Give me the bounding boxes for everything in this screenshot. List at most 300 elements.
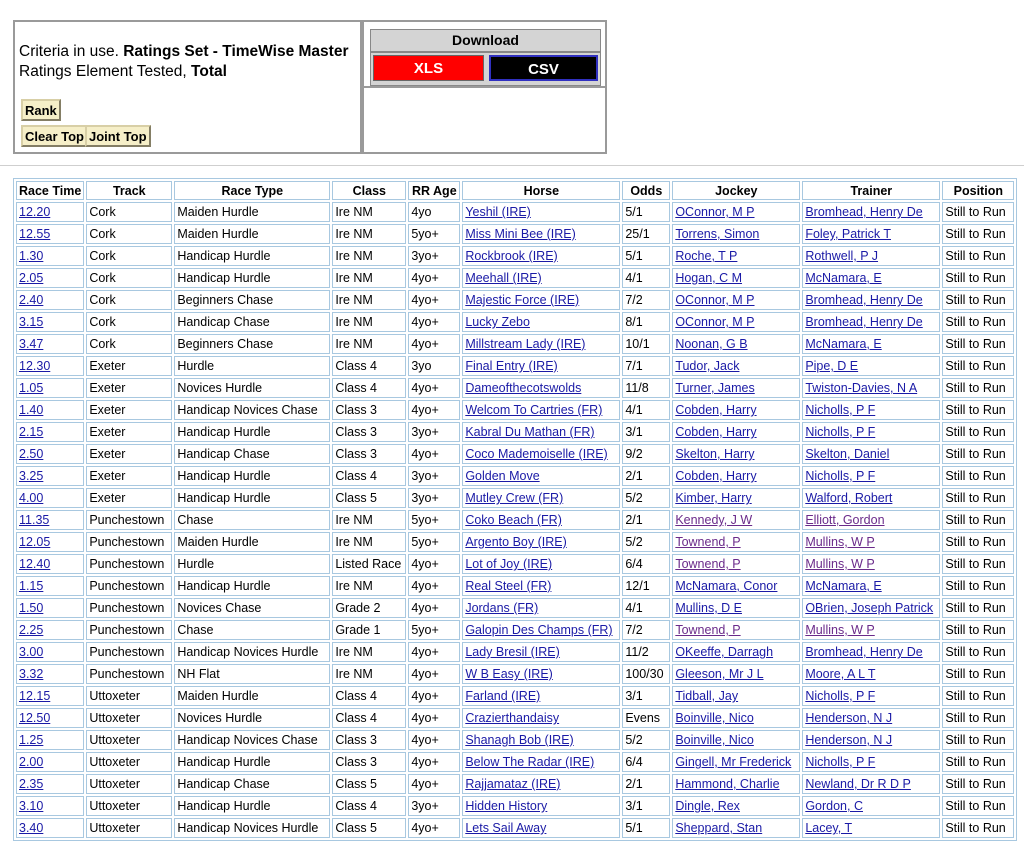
rank-button[interactable]: Rank <box>21 99 61 121</box>
jockey-cell <box>672 356 800 376</box>
race-type-cell: Handicap Chase <box>174 312 330 332</box>
class-cell: Class 3 <box>332 400 406 420</box>
race-time-link[interactable]: 2.05 <box>19 271 44 285</box>
race-time-link[interactable]: 3.15 <box>19 315 44 329</box>
jockey-link[interactable]: Townend, P <box>675 557 741 571</box>
csv-download-button[interactable]: CSV <box>489 55 598 81</box>
jockey-link[interactable]: OConnor, M P <box>675 293 755 307</box>
race-time-link[interactable]: 2.35 <box>19 777 44 791</box>
race-time-link[interactable]: 12.20 <box>19 205 51 219</box>
trainer-link[interactable]: Nicholls, P F <box>805 425 876 439</box>
rr-age-cell: 4yo+ <box>408 818 460 838</box>
horse-link[interactable]: Rajjamataz (IRE) <box>465 777 561 791</box>
trainer-link[interactable]: Henderson, N J <box>805 733 893 747</box>
criteria-panel <box>13 20 362 154</box>
odds-cell: 5/2 <box>622 532 670 552</box>
xls-download-button[interactable]: XLS <box>373 55 484 81</box>
table-row <box>16 312 1014 332</box>
horse-link[interactable]: Mutley Crew (FR) <box>465 491 564 505</box>
table-row <box>16 378 1014 398</box>
table-row <box>16 268 1014 288</box>
horse-cell <box>462 576 620 596</box>
horse-link[interactable]: Welcom To Cartries (FR) <box>465 403 603 417</box>
track-cell: Uttoxeter <box>86 796 172 816</box>
trainer-link[interactable]: Henderson, N J <box>805 711 893 725</box>
race-time-cell <box>16 334 84 354</box>
track-cell: Cork <box>86 202 172 222</box>
class-cell: Class 3 <box>332 422 406 442</box>
jockey-link[interactable]: Noonan, G B <box>675 337 748 351</box>
rr-age-cell: 3yo+ <box>408 246 460 266</box>
trainer-link[interactable]: Bromhead, Henry De <box>805 645 923 659</box>
table-row <box>16 554 1014 574</box>
class-cell: Class 3 <box>332 730 406 750</box>
race-time-cell <box>16 312 84 332</box>
jockey-link[interactable]: Kimber, Harry <box>675 491 752 505</box>
position-cell: Still to Run <box>942 576 1014 596</box>
class-cell: Class 4 <box>332 378 406 398</box>
horse-link[interactable]: Shanagh Bob (IRE) <box>465 733 574 747</box>
class-cell: Ire NM <box>332 224 406 244</box>
race-time-link[interactable]: 3.10 <box>19 799 44 813</box>
race-time-link[interactable]: 1.25 <box>19 733 44 747</box>
race-time-link[interactable]: 3.40 <box>19 821 44 835</box>
class-cell: Class 4 <box>332 466 406 486</box>
rr-age-cell: 5yo+ <box>408 224 460 244</box>
horse-cell <box>462 642 620 662</box>
rr-age-cell: 5yo+ <box>408 510 460 530</box>
table-row <box>16 774 1014 794</box>
horse-cell <box>462 268 620 288</box>
race-time-link[interactable]: 12.15 <box>19 689 51 703</box>
jockey-link[interactable]: Boinville, Nico <box>675 733 754 747</box>
race-time-link[interactable]: 3.00 <box>19 645 44 659</box>
jockey-link[interactable]: OConnor, M P <box>675 205 755 219</box>
odds-cell: 25/1 <box>622 224 670 244</box>
trainer-link[interactable]: Nicholls, P F <box>805 469 876 483</box>
rr-age-cell: 4yo+ <box>408 400 460 420</box>
jockey-link[interactable]: Turner, James <box>675 381 755 395</box>
race-type-cell: Novices Chase <box>174 598 330 618</box>
horse-cell <box>462 708 620 728</box>
track-cell: Exeter <box>86 466 172 486</box>
odds-cell: 11/2 <box>622 642 670 662</box>
class-cell: Class 3 <box>332 752 406 772</box>
race-type-cell: Hurdle <box>174 554 330 574</box>
odds-cell: 3/1 <box>622 686 670 706</box>
trainer-cell <box>802 730 940 750</box>
jockey-link[interactable]: Torrens, Simon <box>675 227 760 241</box>
position-cell: Still to Run <box>942 598 1014 618</box>
race-type-cell: Handicap Hurdle <box>174 268 330 288</box>
download-title: Download <box>370 29 601 52</box>
race-time-cell <box>16 532 84 552</box>
jockey-link[interactable]: Tidball, Jay <box>675 689 739 703</box>
jockey-link[interactable]: Cobden, Harry <box>675 403 757 417</box>
jockey-cell <box>672 202 800 222</box>
race-time-cell <box>16 818 84 838</box>
clear-top-button[interactable]: Clear Top <box>21 125 88 147</box>
class-cell: Grade 2 <box>332 598 406 618</box>
race-time-link[interactable]: 3.32 <box>19 667 44 681</box>
jockey-link[interactable]: Dingle, Rex <box>675 799 740 813</box>
position-cell: Still to Run <box>942 334 1014 354</box>
race-type-cell: Novices Hurdle <box>174 378 330 398</box>
race-time-link[interactable]: 12.55 <box>19 227 51 241</box>
rr-age-cell: 3yo <box>408 356 460 376</box>
horse-link[interactable]: Farland (IRE) <box>465 689 541 703</box>
class-cell: Ire NM <box>332 664 406 684</box>
joint-top-button[interactable]: Joint Top <box>85 125 151 147</box>
odds-cell: 4/1 <box>622 268 670 288</box>
jockey-link[interactable]: Boinville, Nico <box>675 711 754 725</box>
trainer-link[interactable]: Twiston-Davies, N A <box>805 381 918 395</box>
horse-link[interactable]: Hidden History <box>465 799 548 813</box>
jockey-link[interactable]: Gleeson, Mr J L <box>675 667 764 681</box>
track-cell: Punchestown <box>86 664 172 684</box>
odds-cell: 11/8 <box>622 378 670 398</box>
horse-link[interactable]: Lot of Joy (IRE) <box>465 557 553 571</box>
trainer-link[interactable]: Nicholls, P F <box>805 403 876 417</box>
trainer-link[interactable]: Mullins, W P <box>805 557 875 571</box>
horse-link[interactable]: Golden Move <box>465 469 540 483</box>
jockey-cell <box>672 378 800 398</box>
trainer-link[interactable]: Lacey, T <box>805 821 853 835</box>
table-row <box>16 664 1014 684</box>
track-cell: Exeter <box>86 444 172 464</box>
race-type-cell: Beginners Chase <box>174 334 330 354</box>
trainer-link[interactable]: McNamara, E <box>805 337 882 351</box>
class-cell: Class 4 <box>332 796 406 816</box>
odds-cell: 6/4 <box>622 554 670 574</box>
horse-link[interactable]: Galopin Des Champs (FR) <box>465 623 613 637</box>
download-buttons <box>370 52 601 86</box>
track-cell: Uttoxeter <box>86 774 172 794</box>
rr-age-cell: 4yo+ <box>408 708 460 728</box>
odds-cell: 3/1 <box>622 422 670 442</box>
table-row <box>16 598 1014 618</box>
trainer-link[interactable]: Moore, A L T <box>805 667 876 681</box>
odds-cell: 8/1 <box>622 312 670 332</box>
race-time-cell <box>16 268 84 288</box>
jockey-link[interactable]: Hammond, Charlie <box>675 777 780 791</box>
trainer-link[interactable]: Rothwell, P J <box>805 249 879 263</box>
jockey-cell <box>672 554 800 574</box>
race-time-link[interactable]: 1.50 <box>19 601 44 615</box>
race-type-cell: Handicap Hurdle <box>174 246 330 266</box>
race-time-link[interactable]: 2.15 <box>19 425 44 439</box>
jockey-link[interactable]: OConnor, M P <box>675 315 755 329</box>
horse-link[interactable]: W B Easy (IRE) <box>465 667 553 681</box>
race-type-cell: Maiden Hurdle <box>174 686 330 706</box>
rr-age-cell: 4yo+ <box>408 730 460 750</box>
rr-age-cell: 4yo+ <box>408 334 460 354</box>
horse-cell <box>462 224 620 244</box>
table-row <box>16 466 1014 486</box>
track-cell: Uttoxeter <box>86 708 172 728</box>
rr-age-cell: 4yo+ <box>408 576 460 596</box>
jockey-cell <box>672 818 800 838</box>
horse-cell <box>462 686 620 706</box>
track-cell: Exeter <box>86 356 172 376</box>
class-cell: Ire NM <box>332 532 406 552</box>
jockey-cell <box>672 224 800 244</box>
jockey-link[interactable]: Tudor, Jack <box>675 359 740 373</box>
race-time-cell <box>16 510 84 530</box>
element-label: Ratings Element Tested, <box>19 63 192 80</box>
horse-link[interactable]: Jordans (FR) <box>465 601 539 615</box>
trainer-link[interactable]: Elliott, Gordon <box>805 513 885 527</box>
jockey-link[interactable]: Townend, P <box>675 535 741 549</box>
race-time-link[interactable]: 4.00 <box>19 491 44 505</box>
race-time-link[interactable]: 1.40 <box>19 403 44 417</box>
race-time-link[interactable]: 2.40 <box>19 293 44 307</box>
race-time-cell <box>16 422 84 442</box>
jockey-link[interactable]: Mullins, D E <box>675 601 742 615</box>
horse-link[interactable]: Kabral Du Mathan (FR) <box>465 425 595 439</box>
position-cell: Still to Run <box>942 224 1014 244</box>
race-time-link[interactable]: 2.50 <box>19 447 44 461</box>
class-cell: Ire NM <box>332 312 406 332</box>
table-row <box>16 796 1014 816</box>
position-cell: Still to Run <box>942 356 1014 376</box>
class-cell: Class 4 <box>332 356 406 376</box>
race-type-cell: Handicap Novices Chase <box>174 730 330 750</box>
trainer-link[interactable]: Bromhead, Henry De <box>805 315 923 329</box>
horse-link[interactable]: Lady Bresil (IRE) <box>465 645 560 659</box>
odds-cell: 12/1 <box>622 576 670 596</box>
track-cell: Cork <box>86 290 172 310</box>
odds-cell: 3/1 <box>622 796 670 816</box>
jockey-cell <box>672 444 800 464</box>
race-time-link[interactable]: 12.40 <box>19 557 51 571</box>
jockey-link[interactable]: Hogan, C M <box>675 271 743 285</box>
position-cell: Still to Run <box>942 620 1014 640</box>
trainer-cell <box>802 444 940 464</box>
jockey-link[interactable]: Kennedy, J W <box>675 513 753 527</box>
trainer-cell <box>802 664 940 684</box>
race-time-link[interactable]: 2.00 <box>19 755 44 769</box>
horse-link[interactable]: Meehall (IRE) <box>465 271 542 285</box>
rr-age-cell: 4yo+ <box>408 554 460 574</box>
odds-cell: 10/1 <box>622 334 670 354</box>
jockey-link[interactable]: McNamara, Conor <box>675 579 778 593</box>
rr-age-cell: 4yo+ <box>408 752 460 772</box>
jockey-cell <box>672 686 800 706</box>
horse-link[interactable]: Dameofthecotswolds <box>465 381 582 395</box>
table-row <box>16 224 1014 244</box>
trainer-cell <box>802 488 940 508</box>
race-type-cell: Hurdle <box>174 356 330 376</box>
race-time-cell <box>16 774 84 794</box>
jockey-cell <box>672 466 800 486</box>
trainer-link[interactable]: Bromhead, Henry De <box>805 293 923 307</box>
position-cell: Still to Run <box>942 752 1014 772</box>
table-row <box>16 818 1014 838</box>
trainer-link[interactable]: Walford, Robert <box>805 491 893 505</box>
trainer-link[interactable]: Newland, Dr R D P <box>805 777 911 791</box>
trainer-cell <box>802 532 940 552</box>
horse-cell <box>462 246 620 266</box>
odds-cell: 2/1 <box>622 466 670 486</box>
horse-link[interactable]: Crazierthandaisy <box>465 711 560 725</box>
rr-age-cell: 3yo+ <box>408 466 460 486</box>
race-time-link[interactable]: 1.30 <box>19 249 44 263</box>
horse-link[interactable]: Yeshil (IRE) <box>465 205 531 219</box>
horse-link[interactable]: Real Steel (FR) <box>465 579 552 593</box>
race-time-link[interactable]: 12.30 <box>19 359 51 373</box>
race-type-cell: Handicap Hurdle <box>174 466 330 486</box>
jockey-link[interactable]: Cobden, Harry <box>675 425 757 439</box>
table-row <box>16 422 1014 442</box>
horse-cell <box>462 444 620 464</box>
horse-link[interactable]: Below The Radar (IRE) <box>465 755 595 769</box>
odds-cell: 6/4 <box>622 752 670 772</box>
horse-link[interactable]: Coko Beach (FR) <box>465 513 562 527</box>
rr-age-cell: 3yo+ <box>408 796 460 816</box>
position-cell: Still to Run <box>942 422 1014 442</box>
trainer-cell <box>802 796 940 816</box>
horse-cell <box>462 598 620 618</box>
race-time-link[interactable]: 3.25 <box>19 469 44 483</box>
odds-cell: 2/1 <box>622 774 670 794</box>
track-cell: Punchestown <box>86 576 172 596</box>
class-cell: Ire NM <box>332 246 406 266</box>
rr-age-cell: 4yo+ <box>408 774 460 794</box>
class-cell: Ire NM <box>332 290 406 310</box>
race-time-link[interactable]: 12.50 <box>19 711 51 725</box>
race-time-cell <box>16 796 84 816</box>
jockey-link[interactable]: OKeeffe, Darragh <box>675 645 774 659</box>
trainer-link[interactable]: Nicholls, P F <box>805 755 876 769</box>
rr-age-cell: 4yo <box>408 202 460 222</box>
track-cell: Uttoxeter <box>86 818 172 838</box>
trainer-link[interactable]: Pipe, D E <box>805 359 859 373</box>
odds-cell: 5/2 <box>622 730 670 750</box>
position-cell: Still to Run <box>942 290 1014 310</box>
race-time-cell <box>16 554 84 574</box>
trainer-link[interactable]: Nicholls, P F <box>805 689 876 703</box>
rr-age-cell: 4yo+ <box>408 642 460 662</box>
odds-cell: 5/1 <box>622 818 670 838</box>
horse-link[interactable]: Lets Sail Away <box>465 821 547 835</box>
position-cell: Still to Run <box>942 510 1014 530</box>
race-time-cell <box>16 202 84 222</box>
race-time-link[interactable]: 12.05 <box>19 535 51 549</box>
class-cell: Class 4 <box>332 686 406 706</box>
trainer-link[interactable]: Mullins, W P <box>805 623 875 637</box>
table-header-row <box>16 181 1014 200</box>
class-cell: Grade 1 <box>332 620 406 640</box>
horse-link[interactable]: Millstream Lady (IRE) <box>465 337 586 351</box>
position-cell: Still to Run <box>942 796 1014 816</box>
rr-age-cell: 4yo+ <box>408 686 460 706</box>
jockey-cell <box>672 664 800 684</box>
race-time-link[interactable]: 1.05 <box>19 381 44 395</box>
jockey-link[interactable]: Cobden, Harry <box>675 469 757 483</box>
race-time-link[interactable]: 11.35 <box>19 513 50 527</box>
horse-link[interactable]: Rockbrook (IRE) <box>465 249 558 263</box>
horse-cell <box>462 620 620 640</box>
race-type-cell: Maiden Hurdle <box>174 532 330 552</box>
column-header-rr-age: RR Age <box>408 181 460 200</box>
race-time-link[interactable]: 2.25 <box>19 623 44 637</box>
race-time-cell <box>16 598 84 618</box>
odds-cell: 9/2 <box>622 444 670 464</box>
rr-age-cell: 4yo+ <box>408 444 460 464</box>
race-type-cell: Chase <box>174 620 330 640</box>
horse-link[interactable]: Final Entry (IRE) <box>465 359 558 373</box>
trainer-cell <box>802 620 940 640</box>
rr-age-cell: 4yo+ <box>408 598 460 618</box>
position-cell: Still to Run <box>942 818 1014 838</box>
horse-cell <box>462 202 620 222</box>
horse-link[interactable]: Lucky Zebo <box>465 315 530 329</box>
criteria-label: Criteria in use. <box>19 43 124 60</box>
table-row <box>16 444 1014 464</box>
trainer-link[interactable]: Foley, Patrick T <box>805 227 891 241</box>
horse-cell <box>462 290 620 310</box>
odds-cell: 5/2 <box>622 488 670 508</box>
table-row <box>16 246 1014 266</box>
trainer-link[interactable]: Skelton, Daniel <box>805 447 890 461</box>
horse-link[interactable]: Coco Mademoiselle (IRE) <box>465 447 608 461</box>
trainer-link[interactable]: Mullins, W P <box>805 535 875 549</box>
odds-cell: 7/2 <box>622 620 670 640</box>
race-time-cell <box>16 620 84 640</box>
trainer-link[interactable]: Bromhead, Henry De <box>805 205 923 219</box>
jockey-cell <box>672 488 800 508</box>
race-time-cell <box>16 488 84 508</box>
horse-link[interactable]: Miss Mini Bee (IRE) <box>465 227 576 241</box>
jockey-link[interactable]: Skelton, Harry <box>675 447 755 461</box>
trainer-link[interactable]: McNamara, E <box>805 579 882 593</box>
jockey-link[interactable]: Gingell, Mr Frederick <box>675 755 792 769</box>
jockey-link[interactable]: Sheppard, Stan <box>675 821 763 835</box>
trainer-link[interactable]: McNamara, E <box>805 271 882 285</box>
race-time-cell <box>16 444 84 464</box>
race-time-link[interactable]: 1.15 <box>19 579 44 593</box>
position-cell: Still to Run <box>942 268 1014 288</box>
rr-age-cell: 5yo+ <box>408 620 460 640</box>
jockey-link[interactable]: Townend, P <box>675 623 741 637</box>
table-row <box>16 334 1014 354</box>
race-type-cell: Handicap Hurdle <box>174 422 330 442</box>
element-value: Total <box>191 63 227 80</box>
trainer-cell <box>802 686 940 706</box>
track-cell: Cork <box>86 334 172 354</box>
horse-link[interactable]: Argento Boy (IRE) <box>465 535 567 549</box>
jockey-link[interactable]: Roche, T P <box>675 249 738 263</box>
race-time-cell <box>16 466 84 486</box>
jockey-cell <box>672 532 800 552</box>
horse-cell <box>462 510 620 530</box>
column-header-race-time: Race Time <box>16 181 84 200</box>
trainer-link[interactable]: OBrien, Joseph Patrick <box>805 601 934 615</box>
horse-link[interactable]: Majestic Force (IRE) <box>465 293 580 307</box>
race-time-link[interactable]: 3.47 <box>19 337 44 351</box>
trainer-link[interactable]: Gordon, C <box>805 799 863 813</box>
rr-age-cell: 3yo+ <box>408 488 460 508</box>
race-time-cell <box>16 752 84 772</box>
table-row <box>16 620 1014 640</box>
table-row <box>16 400 1014 420</box>
track-cell: Cork <box>86 224 172 244</box>
race-type-cell: Handicap Novices Chase <box>174 400 330 420</box>
table-row <box>16 730 1014 750</box>
track-cell: Punchestown <box>86 532 172 552</box>
column-header-jockey: Jockey <box>672 181 800 200</box>
